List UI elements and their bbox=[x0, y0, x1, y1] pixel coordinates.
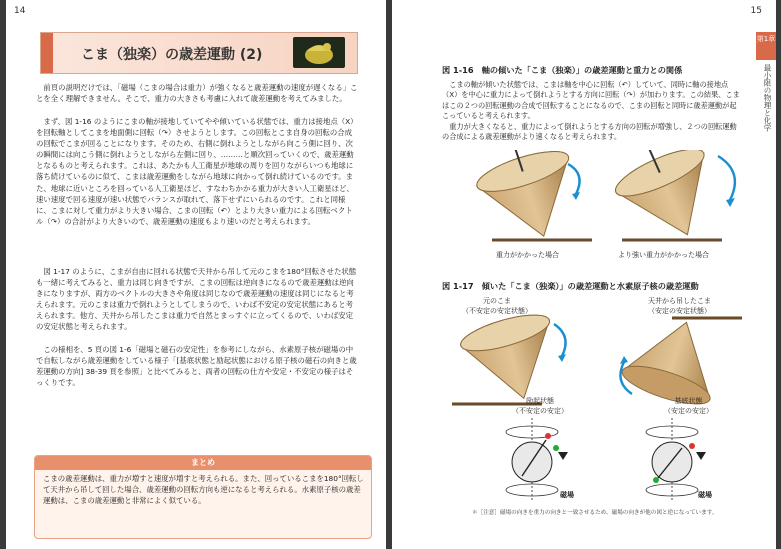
paragraph-3: 図 1-17 のように、こまが自由に回れる状態で天井から吊して元のこまを180°回転させた状態も一緒に考えてみると、重力は同じ向きですが、こまの回転は逆向きになるので歳差運動は逆向きになりますが、両方のベクトルの大きさや角度は同じなので歳差運動の速度は同じになると考えられます。元のこまは重力で倒れようとしてしまうので、いわば不安定の安定状態にあると考えられます。他方、天井から吊したこまは重力で自然とまっすぐに立ってくるので、いわば安定の安定状態と考えられます。 bbox=[36, 267, 357, 332]
section-title: こま（独楽）の歳差運動 (2) bbox=[81, 47, 263, 63]
fig17-field-label-left: 磁場 bbox=[560, 491, 574, 499]
fig17-label-mid-right: 基底状態 （安定の安定） bbox=[664, 397, 713, 415]
page-number-right: 15 bbox=[750, 6, 762, 16]
fig17-title: 図 1-17 傾いた「こま（独楽）」の歳差運動と水素原子核の歳差運動 bbox=[442, 281, 699, 291]
fig17-field-label-right: 磁場 bbox=[698, 491, 712, 499]
fig17-label-top-right: 天井から吊したこま （安定の安定状態） bbox=[648, 297, 711, 315]
summary-title: まとめ bbox=[35, 456, 371, 470]
fig17-illustration-nuclei bbox=[492, 418, 732, 504]
fig17-label-top-left: 元のこま （不安定の安定状態） bbox=[462, 297, 532, 315]
fig16-illustration bbox=[472, 150, 752, 260]
summary-box bbox=[34, 455, 372, 539]
fig16-title: 図 1-16 軸の傾いた「こま（独楽）」の歳差運動と重力との関係 bbox=[442, 65, 683, 75]
paragraph-2: まず、図 1-16 のようにこまの軸が接地していてやや傾いている状態では、重力は接地点（X）を回転軸としてこまを地面側に回転（↷）させようとします。この回転とこま自身の回転の合成の回転でこまが回ることになります。そのため、右側に倒れようとしながら向こう側に回り、次の瞬間には向こう側に倒れようとしながら左側に回り、………と順次回っていくので、歳差運動となるものと考えられます。これは、あたかも人工衛星が地球の周りを回りながらいつも地球に落ち続けているのに似て、こまは歳差運動をしながら地球に向かって倒れ続けているのです。また、地球に近いところを回っている人工衛星ほど、すなわちかかる重力が大きい人工衛星ほど、速い速度で回る速度が速い状態でバランスが取れて、落下せずにいられるのです。これと同様に、こまに対して重力がより大きい場合、こまの回転（↶）とより大きい重力による回転ベクトル（↷）の合計がより大きいので、歳差運動の速度もより速いのだと考えられます。 bbox=[36, 117, 358, 226]
left-page bbox=[6, 0, 386, 549]
fig17-note: ＊［注意］磁場の向きを重力の向きと一致させるため、磁場の向きが他の図と逆になっています。 bbox=[472, 510, 718, 516]
page-number-left: 14 bbox=[14, 6, 26, 16]
top-thumbnail-image bbox=[293, 37, 345, 68]
fig16-label-b: より強い重力がかかった場合 bbox=[618, 251, 709, 259]
chapter-tab: 第1章 bbox=[756, 32, 776, 60]
section-title-box bbox=[40, 32, 358, 74]
fig16-text: こまの軸が傾いた状態では、こまは軸を中心に回転（↶）していて、同時に軸の接地点（X）を中心に重力によって倒れようとする方向に回転（↷）が加わります。この結果、こまはこの２つの回転運動の合成で回転することになるので、こまの回転と同時に歳差運動が起こっていると考えられます。 重力が大きくなると、重力によって倒れようとする方向の回転が増強し、２つの回転運動の合成による歳差運動がより速くなると考えられます。 bbox=[442, 80, 740, 142]
fig16-label-a: 重力がかかった場合 bbox=[496, 251, 559, 259]
fig17-label-mid-left: 励起状態 （不安定の安定） bbox=[512, 397, 568, 415]
paragraph-1: 前頁の説明だけでは、「磁場（こまの場合は重力）が強くなると歳差運動の速度が遅くなる」ことを全く理解できません。そこで、重力の大きさも考慮に入れて歳差運動を考えてみました。 bbox=[36, 83, 358, 104]
right-page bbox=[392, 0, 776, 549]
summary-text: こまの歳差運動は、重力が増すと速度が増すと考えられる。また、回っているこまを180°回転して天井から吊して回した場合、歳差運動の回転方向も逆になると考えられる。水素原子核の歳差運動は、こまの歳差運動と非常によく似ている。 bbox=[43, 474, 364, 505]
title-accent-bar bbox=[41, 33, 53, 73]
chapter-side-text: 最小限の物理と化学 bbox=[763, 64, 772, 132]
paragraph-4: この様相を、5 頁の図 1-6「磁場と磁石の安定性」を参考にしながら、水素原子核が磁場の中で自転しながら歳差運動をしている様子「[基底状態と励起状態における原子核の磁石の向きと歳差運動の方向] 38-39 頁を参照」と比べてみると、両者の回転の仕方や安定・不安定の様子はそっくりです。 bbox=[36, 345, 357, 388]
